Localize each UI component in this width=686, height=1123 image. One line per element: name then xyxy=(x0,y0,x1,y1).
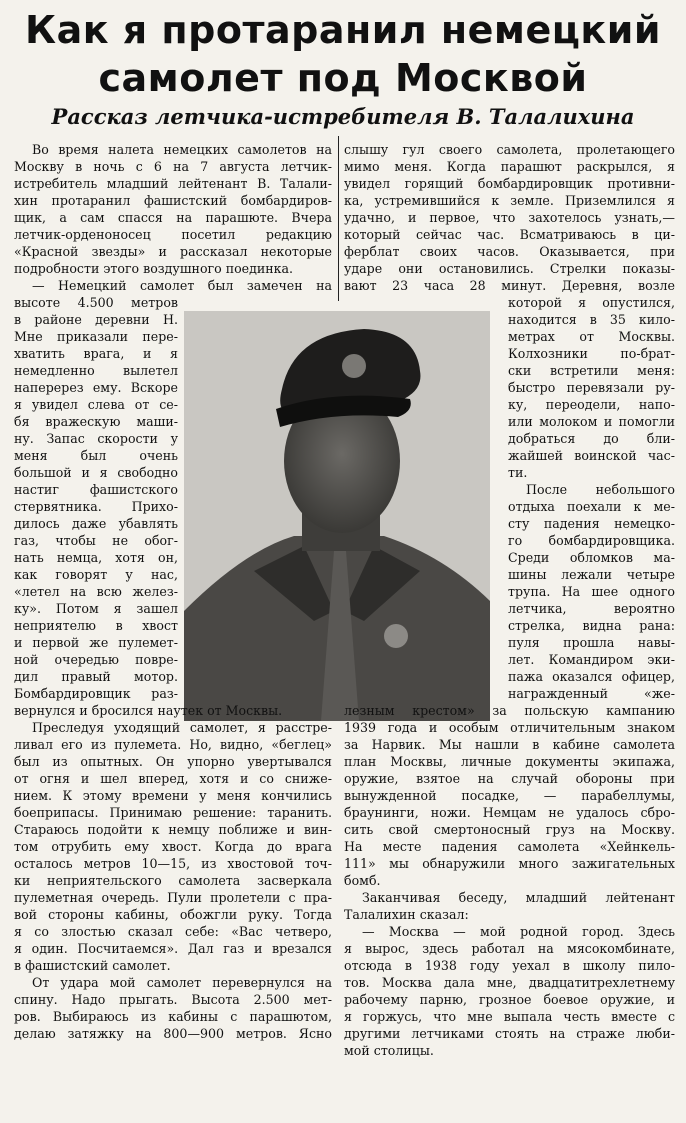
right-bottom-text-line: 1939 года и особым отличительным знаком xyxy=(344,720,675,735)
right-bottom-text-line: я горжусь, что мне выпала честь вместе с xyxy=(344,1009,675,1024)
left-bottom-text-line: вой стороны кабины, обожгли руку. Тогда xyxy=(14,907,332,922)
right-bottom-text-line: 111» мы обнаружили много зажигательных xyxy=(344,856,675,871)
left-bottom-text-line: боеприпасы. Принимаю решение: таранить. xyxy=(14,805,332,820)
left-narrow-text-line: немедленно вылетел xyxy=(14,363,178,378)
right-top-text-line: удачно, и первое, что захотелось узнать,— xyxy=(344,210,675,225)
right-narrow-text-line: метрах от Москвы. xyxy=(508,329,675,344)
left-top-text-line: — Немецкий самолет был замечен на xyxy=(32,278,332,293)
left-bottom-text-line: ров. Выбираюсь из кабины с парашютом, xyxy=(14,1009,332,1024)
right-narrow-text-line: пажа оказался офицер, xyxy=(508,669,675,684)
right-bottom-text-line: На месте падения самолета «Хейнкель- xyxy=(344,839,675,854)
left-bottom-text-line: нием. К этому времени у меня кончились xyxy=(14,788,332,803)
right-bottom-text-line: сить свой смертоносный груз на Москву. xyxy=(344,822,675,837)
left-bottom-text-line: от огня и шел вперед, хотя и со сниже- xyxy=(14,771,332,786)
right-narrow-text-line: ку, переодели, напо- xyxy=(508,397,675,412)
right-narrow-text-line: трупа. На шее одного xyxy=(508,584,675,599)
left-top-text-line: Во время налета немецких самолетов на xyxy=(32,142,332,157)
article-subtitle: Рассказ летчика-истребителя В. Талалихина xyxy=(51,104,635,129)
right-bottom-text-line: Талалихин сказал: xyxy=(344,907,469,922)
left-narrow-text-line: и первой же пулемет- xyxy=(14,635,178,650)
right-narrow-text-line: Среди обломков ма- xyxy=(508,550,675,565)
right-top-text-line: мимо меня. Когда парашют раскрылся, я xyxy=(344,159,675,174)
left-narrow-text-line: наперерез ему. Вскоре xyxy=(14,380,178,395)
right-bottom-text-line: я вырос, здесь работал на мясокомбинате, xyxy=(344,941,675,956)
right-bottom-text-line: Заканчивая беседу, младший лейтенант xyxy=(362,890,675,905)
headline-line-1: Как я протаранил немецкий xyxy=(25,8,661,52)
column-divider xyxy=(338,136,339,301)
right-bottom-text-line: вынужденной посадке, — парабеллумы, xyxy=(344,788,675,803)
right-narrow-text-line: лет. Командиром эки- xyxy=(508,652,675,667)
left-bottom-text-line: я со злостью сказал себе: «Вас четверо, xyxy=(14,924,332,939)
right-bottom-text-line: — Москва — мой родной город. Здесь xyxy=(362,924,675,939)
left-narrow-text-line: дил правый мотор. xyxy=(14,669,178,684)
left-bottom-text-line: Стараюсь подойти к немцу поближе и вин- xyxy=(14,822,332,837)
left-top-text-line: летчик-орденоносец посетил редакцию xyxy=(14,227,332,242)
right-top-text-line: ферблат своих часов. Оказывается, при xyxy=(344,244,675,259)
right-narrow-text-line: ски встретили меня: xyxy=(508,363,675,378)
left-top-text-line: хин протаранил фашистский бомбардиров- xyxy=(14,193,332,208)
right-narrow-text-line: сту падения немецко- xyxy=(508,516,675,531)
right-narrow-text-line: награжденный «же- xyxy=(508,686,675,701)
left-bottom-text-line: От удара мой самолет перевернулся на xyxy=(32,975,332,990)
right-bottom-text-line: лезным крестом» за польскую кампанию xyxy=(344,703,675,718)
left-bottom-text-line: в фашистский самолет. xyxy=(14,958,171,973)
left-narrow-text-line: меня был очень xyxy=(14,448,178,463)
right-top-text-line: увидел горящий бомбардировщик противни- xyxy=(344,176,675,191)
left-bottom-text-line: Преследуя уходящий самолет, я расстре- xyxy=(32,720,332,735)
left-bottom-text-line: вернулся и бросился наутек от Москвы. xyxy=(14,703,283,718)
left-bottom-text-line: пулеметная очередь. Пули пролетели с пра- xyxy=(14,890,332,905)
right-bottom-text-line: оружие, взятое на случай обороны при xyxy=(344,771,675,786)
right-narrow-text-line: жайшей воинской час- xyxy=(508,448,675,463)
left-narrow-text-line: Мне приказали пере- xyxy=(14,329,178,344)
pilot-portrait-photo xyxy=(184,311,490,721)
right-narrow-text-line: стрелка, видна рана: xyxy=(508,618,675,633)
left-bottom-text-line: осталось метров 10—15, из хвостовой точ- xyxy=(14,856,332,871)
right-bottom-text-line: бомб. xyxy=(344,873,381,888)
right-narrow-text-line: добраться до бли- xyxy=(508,431,675,446)
left-narrow-text-line: хватить врага, и я xyxy=(14,346,178,361)
right-bottom-text-line: отсюда в 1938 году уехал в школу пило- xyxy=(344,958,675,973)
left-narrow-text-line: ну. Запас скорости у xyxy=(14,431,178,446)
right-narrow-text-line: ти. xyxy=(508,465,528,480)
right-bottom-text-line: мой столицы. xyxy=(344,1043,434,1058)
right-top-text-line: вают 23 часа 28 минут. Деревня, возле xyxy=(344,278,675,293)
left-narrow-text-line: нать немца, хотя он, xyxy=(14,550,178,565)
right-narrow-text-line: находится в 35 кило- xyxy=(508,312,675,327)
right-bottom-text-line: тов. Москва дала мне, двадцатитрехлетнему xyxy=(344,975,675,990)
left-narrow-text-line: бя вражескую маши- xyxy=(14,414,178,429)
right-top-text-line: который сейчас час. Всматриваюсь в ци- xyxy=(344,227,675,242)
left-narrow-text-line: ной очередью повре- xyxy=(14,652,178,667)
right-narrow-text-line: отдыха поехали к ме- xyxy=(508,499,675,514)
left-bottom-text-line: спину. Надо прыгать. Высота 2.500 мет- xyxy=(14,992,332,1007)
left-narrow-text-line: газ, чтобы не обог- xyxy=(14,533,178,548)
right-narrow-text-line: быстро перевязали ру- xyxy=(508,380,675,395)
left-narrow-text-line: дилось даже убавлять xyxy=(14,516,178,531)
left-narrow-text-line: неприятелю в хвост xyxy=(14,618,178,633)
left-narrow-text-line: в районе деревни Н. xyxy=(14,312,178,327)
right-top-text-line: слышу гул своего самолета, пролетающего xyxy=(344,142,675,157)
headline-line-2: самолет под Москвой xyxy=(98,56,588,100)
right-top-text-line: ударе они остановились. Стрелки показы- xyxy=(344,261,675,276)
left-narrow-text-line: Бомбардировщик раз- xyxy=(14,686,178,701)
right-bottom-text-line: браунинги, ножи. Немцам не удалось сбро- xyxy=(344,805,675,820)
left-bottom-text-line: делаю затяжку на 800—900 метров. Ясно xyxy=(14,1026,332,1041)
right-bottom-text-line: план Москвы, личные документы экипажа, xyxy=(344,754,675,769)
left-top-text-line: подробности этого воздушного поединка. xyxy=(14,261,294,276)
left-narrow-text-line: «летел на всю желез- xyxy=(14,584,178,599)
left-narrow-text-line: ку». Потом я зашел xyxy=(14,601,178,616)
left-bottom-text-line: том отрубить ему хвост. Когда до врага xyxy=(14,839,332,854)
right-narrow-text-line: После небольшого xyxy=(526,482,675,497)
left-top-text-line: щик, а сам спасся на парашюте. Вчера xyxy=(14,210,332,225)
left-narrow-text-line: я увидел слева от се- xyxy=(14,397,178,412)
left-bottom-text-line: ки неприятельского самолета засверкала xyxy=(14,873,332,888)
left-narrow-text-line: стервятника. Прихо- xyxy=(14,499,178,514)
left-bottom-text-line: я один. Посчитаемся». Дал газ и врезался xyxy=(14,941,332,956)
right-narrow-text-line: которой я опустился, xyxy=(508,295,675,310)
right-top-text-line: ка, устремившийся к земле. Приземлился я xyxy=(344,193,675,208)
right-narrow-text-line: или молоком и помогли xyxy=(508,414,675,429)
left-top-text-line: истребитель младший лейтенант В. Талали- xyxy=(14,176,332,191)
pilot-portrait-illustration xyxy=(184,311,490,721)
left-narrow-text-line: высоте 4.500 метров xyxy=(14,295,178,310)
left-top-text-line: Москву в ночь с 6 на 7 августа летчик- xyxy=(14,159,332,174)
right-narrow-text-line: летчика, вероятно xyxy=(508,601,675,616)
left-bottom-text-line: был из опытных. Он упорно увертывался xyxy=(14,754,332,769)
right-narrow-text-line: шины лежали четыре xyxy=(508,567,675,582)
left-narrow-text-line: большой и я свободно xyxy=(14,465,178,480)
right-bottom-text-line: другими летчиками стоять на страже люби- xyxy=(344,1026,675,1041)
left-narrow-text-line: настиг фашистского xyxy=(14,482,178,497)
right-bottom-text-line: за Нарвик. Мы нашли в кабине самолета xyxy=(344,737,675,752)
right-narrow-text-line: пуля прошла навы- xyxy=(508,635,675,650)
right-narrow-text-line: го бомбардировщика. xyxy=(508,533,675,548)
left-top-text-line: «Красной звезды» и рассказал некоторые xyxy=(14,244,332,259)
left-bottom-text-line: ливал его из пулемета. Но, видно, «беглец» xyxy=(14,737,332,752)
right-narrow-text-line: Колхозники по-брат- xyxy=(508,346,675,361)
right-bottom-text-line: рабочему парню, грозное боевое оружие, и xyxy=(344,992,675,1007)
left-narrow-text-line: как говорят у нас, xyxy=(14,567,178,582)
